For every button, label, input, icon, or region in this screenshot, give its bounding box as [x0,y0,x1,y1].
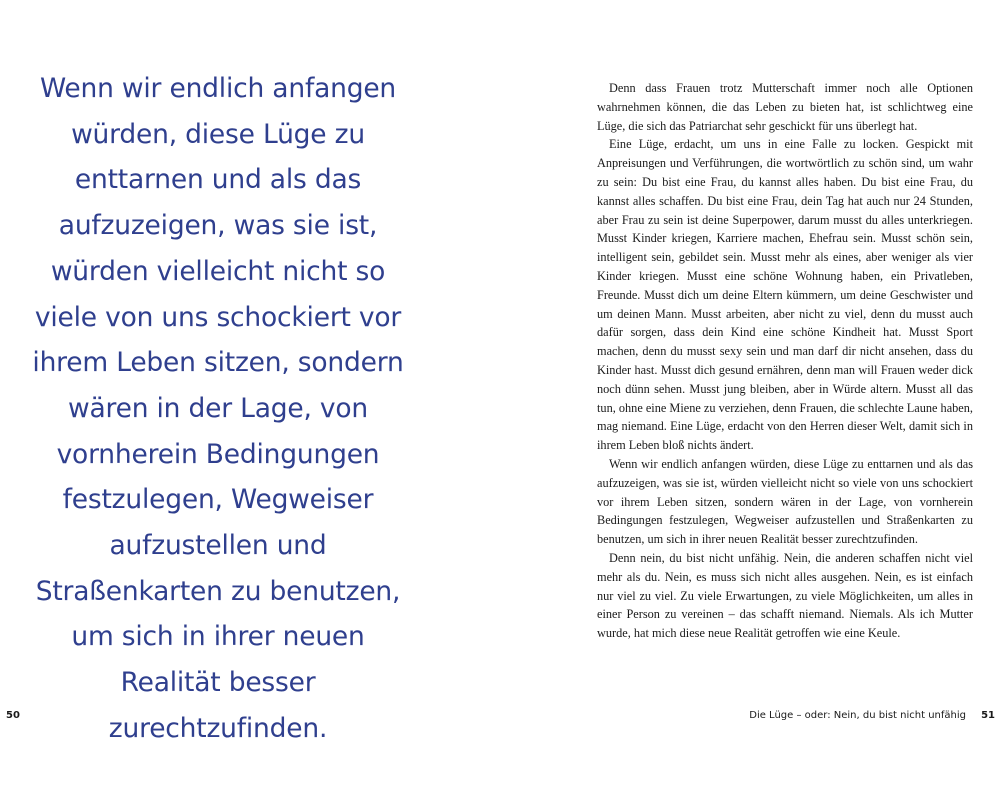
pull-quote: Wenn wir endlich anfangen würden, diese Lüge zu enttarnen und als das aufzuzeigen, was sie ist, würden vielleicht nicht so viele von uns schockiert vor ihrem Leben sitzen, sondern wären in der Lage, von vornherein Bedingungen festzulegen, Wegweiser aufzustellen und Straßenkarten zu benutzen, um sich in ihrer neuen Realität besser zurechtzufinden. [32,73,404,744]
paragraph-1: Denn dass Frauen trotz Mutterschaft immer noch alle Optionen wahrnehmen können, die das Leben zu bieten hat, ist schlichtweg eine Lüge, die sich das Patriarchat sehr geschickt für uns überlegt hat. [597,81,973,133]
body-text [597,79,973,643]
paragraph-2: Eine Lüge, erdacht, um uns in eine Falle zu locken. Gespickt mit Anpreisungen und Verführungen, die wortwörtlich zu schön sind, um wahr zu sein: Du bist eine Frau, du kannst alles haben. Du bist eine Frau, du kannst alles schaffen. Du bist eine Frau, dein Tag hat auch nur 24 Stunden, aber Frau zu sein ist deine Superpower, darum musst du alles unterkriegen. Musst Kinder kriegen, Karriere machen, Ehefrau sein. Musst schön sein, intelligent sein, gebildet sein. Musst mehr als eines, aber weniger als vier Kinder kriegen. Musst eine schöne Wohnung haben, ein Privatleben, Freunde. Musst dich um deine Eltern kümmern, um deine Geschwister und um deinen Mann. Musst arbeiten, aber nicht zu viel, denn du musst auch dafür sorgen, dass dein Kind eine schöne Kindheit hat. Musst Sport machen, denn du musst sexy sein und man darf dir nicht ansehen, dass du Kinder hast. Musst dich gesund ernähren, denn man will Frauen weder dick noch dünn sehen. Musst jung bleiben, aber in Würde altern. Musst all das tun, ohne eine Miene zu verziehen, denn Frauen, die schlechte Laune haben, mag niemand. Eine Lüge, erdacht von den Herren dieser Welt, damit sich in ihrem Leben bloß nichts ändert. [597,137,973,453]
page-number-right: 51 [981,710,995,721]
running-head: Die Lüge – oder: Nein, du bist nicht unfähig [749,710,966,721]
paragraph-4: Denn nein, du bist nicht unfähig. Nein, die anderen schaffen nicht viel mehr als du. Nein, es muss sich nicht alles ausgehen. Nein, es ist einfach nur viel zu viel. Zu viele Erwartungen, zu viele Möglichkeiten, um alles in einer Person zu vereinen – das schafft niemand. Niemals. Als ich Mutter wurde, hat mich diese neue Realität getroffen wie eine Keule. [597,550,973,641]
right-page [500,0,1000,800]
paragraph-3: Wenn wir endlich anfangen würden, diese Lüge zu enttarnen und als das aufzuzeigen, was sie ist, würden vielleicht nicht so viele von uns schockiert vor ihrem Leben sitzen, sondern wären in der Lage, von vornherein Bedingungen festzulegen, Wegweiser aufzustellen und Straßenkarten zu benutzen, um sich in ihrer neuen Realität besser zurechtzufinden. [597,456,973,547]
page-number-left: 50 [6,710,20,721]
